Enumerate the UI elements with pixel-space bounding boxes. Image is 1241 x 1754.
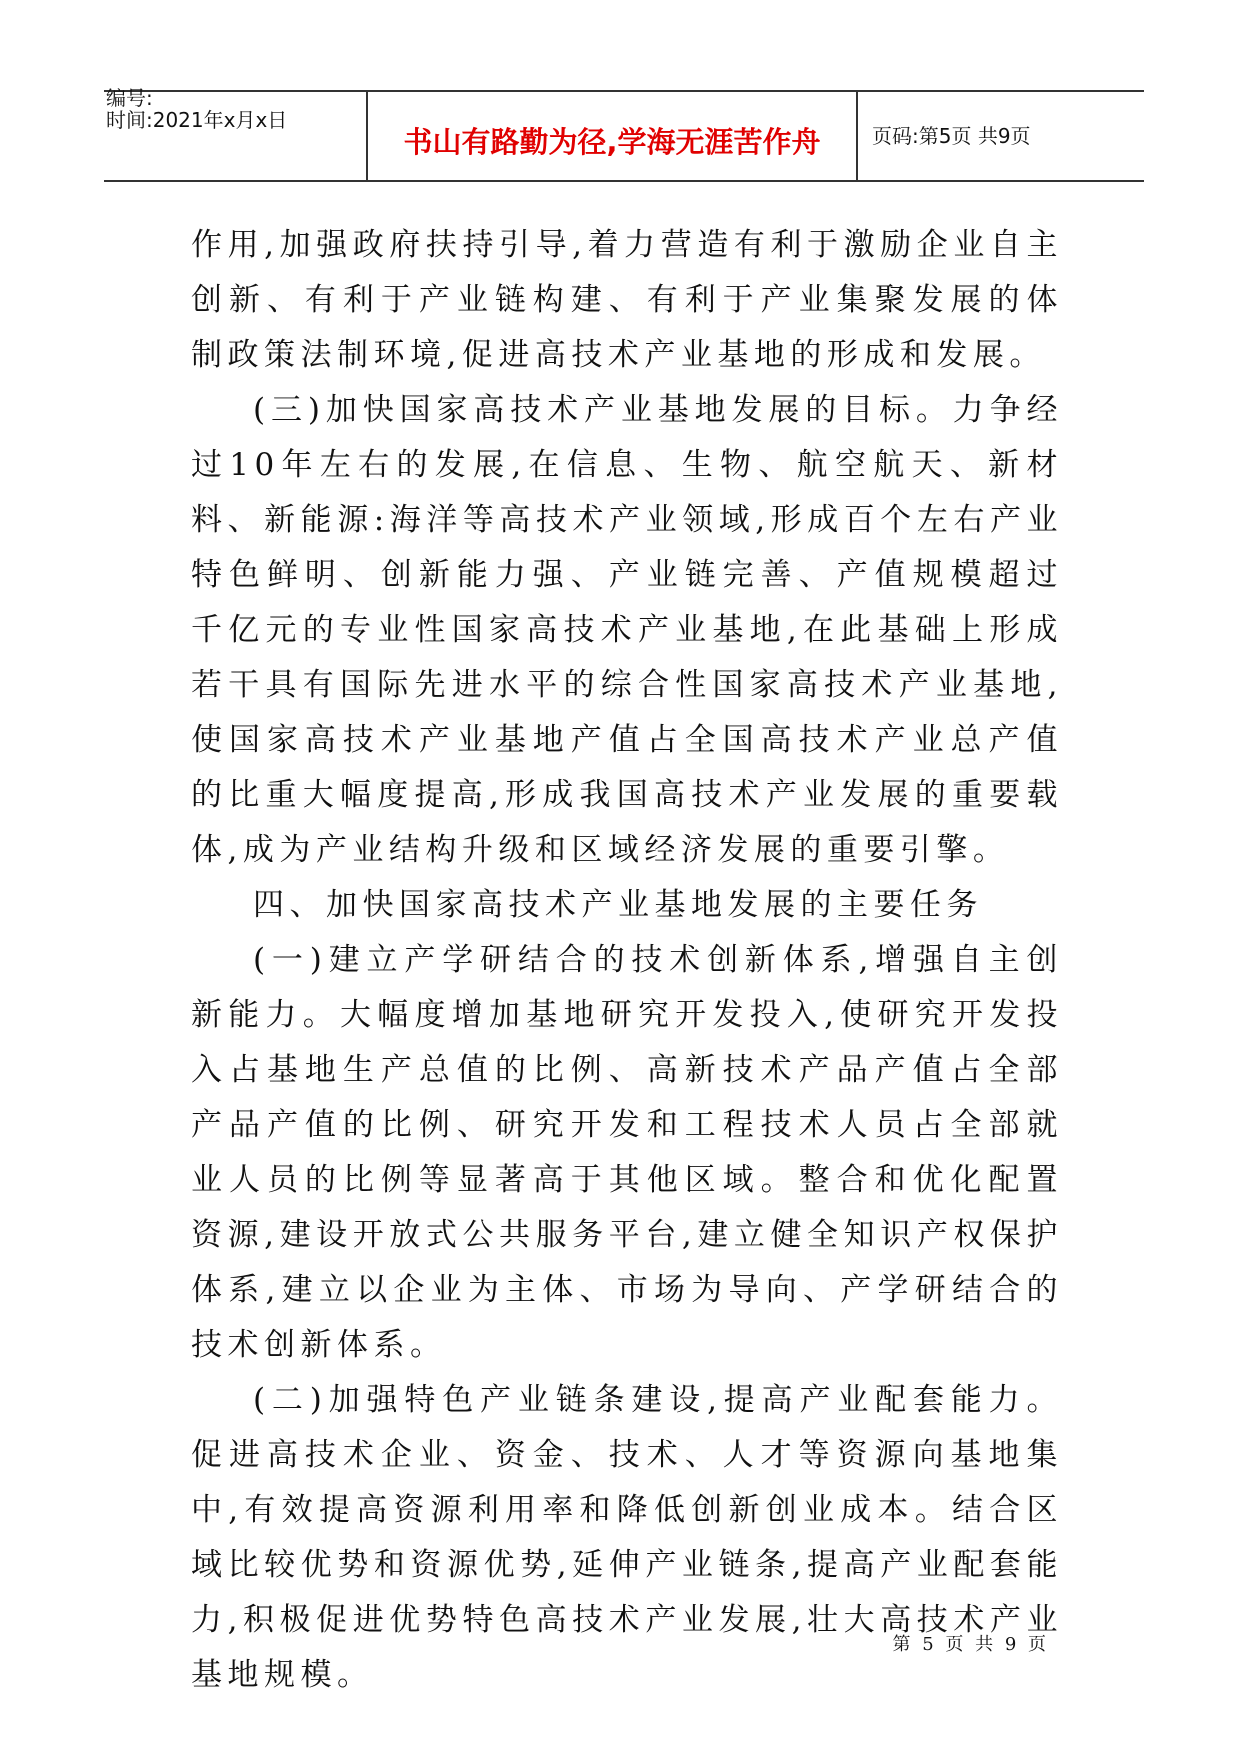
header-page-cell [858,92,1144,180]
document-time-label: 时间:2021年x月x日 [106,108,288,132]
header-motto: 书山有路勤为径,学海无涯苦作舟 [403,125,821,159]
header-page-number: 页码:第5页 共9页 [872,124,1031,148]
document-number-label: 编号: [106,86,153,110]
page-footer: 第 5 页 共 9 页 [892,1634,1049,1655]
header-info-cell [104,86,368,180]
document-body [191,218,1063,1703]
page-header [104,86,1144,182]
section-heading: 四、加快国家高技术产业基地发展的主要任务 [253,887,983,923]
body-paragraph: (三)加快国家高技术产业基地发展的目标。力争经过10年左右的发展,在信息、生物、航空航天、新材料、新能源:海洋等高技术产业领域,形成百个左右产业特色鲜明、创新能力强、产业链完善、产值规模超过千亿元的专业性国家高技术产业基地,在此基础上形成若干具有国际先进水平的综合性国家高技术产业基地,使国家高技术产业基地产值占全国高技术产业总产值的比重大幅度提高,形成我国高技术产业发展的重要载体,成为产业结构升级和区域经济发展的重要引擎。 [191,392,1063,868]
body-paragraph: (一)建立产学研结合的技术创新体系,增强自主创新能力。大幅度增加基地研究开发投入,使研究开发投入占基地生产总值的比例、高新技术产品产值占全部产品产值的比例、研究开发和工程技术人员占全部就业人员的比例等显著高于其他区域。整合和优化配置资源,建设开放式公共服务平台,建立健全知识产权保护体系,建立以企业为主体、市场为导向、产学研结合的技术创新体系。 [191,942,1063,1363]
body-paragraph: (二)加强特色产业链条建设,提高产业配套能力。促进高技术企业、资金、技术、人才等资源向基地集中,有效提高资源利用率和降低创新创业成本。结合区域比较优势和资源优势,延伸产业链条,提高产业配套能力,积极促进优势特色高技术产业发展,壮大高技术产业基地规模。 [191,1382,1063,1693]
body-paragraph: 作用,加强政府扶持引导,着力营造有利于激励企业自主创新、有利于产业链构建、有利于产业集聚发展的体制政策法制环境,促进高技术产业基地的形成和发展。 [191,227,1063,373]
header-motto-cell [368,92,858,180]
